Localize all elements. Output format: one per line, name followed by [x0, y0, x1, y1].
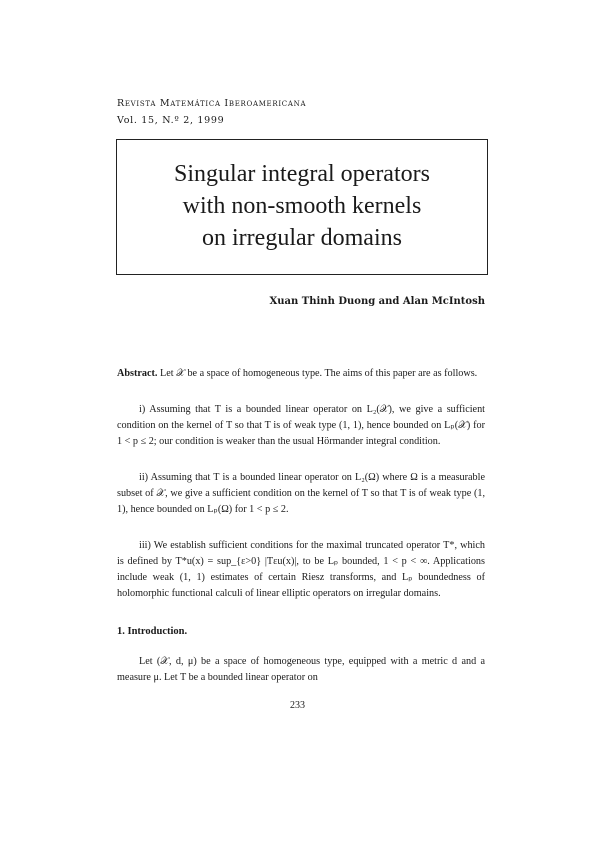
abstract-item-2: ii) Assuming that T is a bounded linear operator on L₂(Ω) where Ω is a measurable subset of 𝒳, we give a sufficient condition on the kernel of T so that T is of weak type (1, 1), hence bounded on Lₚ(Ω) for 1 < p ≤ 2. [117, 472, 485, 515]
abstract-heading: Abstract. [117, 368, 158, 379]
abstract-intro [117, 366, 485, 382]
title-line-1: Singular integral operators [174, 161, 430, 187]
abstract-item-1: i) Assuming that T is a bounded linear operator on L₂(𝒳), we give a sufficient condition on the kernel of T so that T is of weak type (1, 1), hence bounded on Lₚ(𝒳) for 1 < p ≤ 2; our condition is weaker than the usual Hörmander integral condition. [117, 404, 485, 447]
title-line-3: on irregular domains [202, 225, 402, 251]
authors: Xuan Thinh Duong and Alan McIntosh [269, 296, 485, 307]
page-number: 233 [290, 700, 305, 711]
introduction-text: Let (𝒳, d, μ) be a space of homogeneous type, equipped with a metric d and a measure μ. Let T be a bounded linear operator on [117, 656, 485, 683]
title-line-2: with non-smooth kernels [182, 193, 422, 219]
title-box [116, 139, 488, 275]
abstract-item-3: iii) We establish sufficient conditions for the maximal truncated operator T*, which is defined by T*u(x) = sup_{ε>0} |Tεu(x)|, to be Lₚ bounded, 1 < p < ∞. Applications include weak (1, 1) estimates of certain Riesz transforms, and Lₚ boundedness of holomorphic functional calculi of linear elliptic operators on irregular domains. [117, 540, 485, 599]
section-heading: 1. Introduction. [117, 626, 188, 637]
abstract-intro-text: Let 𝒳 be a space of homogeneous type. The aims of this paper are as follows. [160, 368, 478, 379]
journal-issue: Vol. 15, N.º 2, 1999 [117, 115, 225, 126]
journal-name: Revista Matemática Iberoamericana [117, 98, 307, 109]
